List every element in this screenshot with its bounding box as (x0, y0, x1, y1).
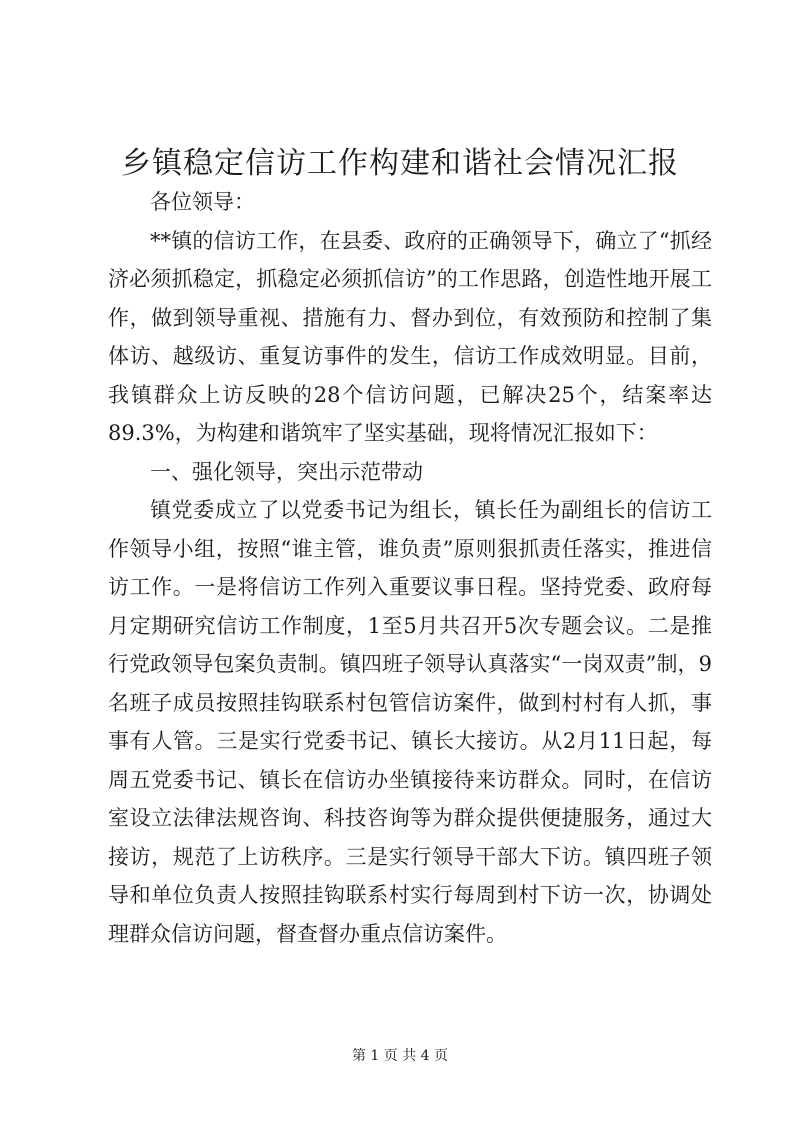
salutation: 各位领导： (150, 190, 255, 214)
page-footer: 第 1 页 共 4 页 (351, 1048, 449, 1064)
section-heading: 一、强化领导，突出示范带动 (150, 459, 423, 484)
document-body (108, 183, 712, 953)
paragraph-section-one: 镇党委成立了以党委书记为组长，镇长任为副组长的信访工作领导小组，按照“谁主管，谁负责”原则狠抓责任落实，推进信访工作。一是将信访工作列入重要议事日程。坚持党委、政府每月定期研究信访工作制度，1至5月共召开5次专题会议。二是推行党政领导包案负责制。镇四班子领导认真落实“一岗双责”制，9名班子成员按照挂钩联系村包管信访案件，做到村村有人抓，事事有人管。三是实行党委书记、镇长大接访。从2月11日起，每周五党委书记、镇长在信访办坐镇接待来访群众。同时，在信访室设立法律法规咨询、科技咨询等为群众提供便捷服务，通过大接访，规范了上访秩序。三是实行领导干部大下访。镇四班子领导和单位负责人按照挂钩联系村实行每周到村下访一次，协调处理群众信访问题，督查督办重点信访案件。 (108, 498, 712, 946)
paragraph-intro: **镇的信访工作，在县委、政府的正确领导下，确立了“抓经济必须抓稳定，抓稳定必须抓信访”的工作思路，创造性地开展工作，做到领导重视、措施有力、督办到位，有效预防和控制了集体访、越级访、重复访事件的发生，信访工作成效明显。目前，我镇群众上访反映的28个信访问题，已解决25个，结案率达89.3%，为构建和谐筑牢了坚实基础，现将情况汇报如下： (108, 228, 712, 445)
document-title: 乡镇稳定信访工作构建和谐社会情况汇报 (121, 146, 679, 181)
